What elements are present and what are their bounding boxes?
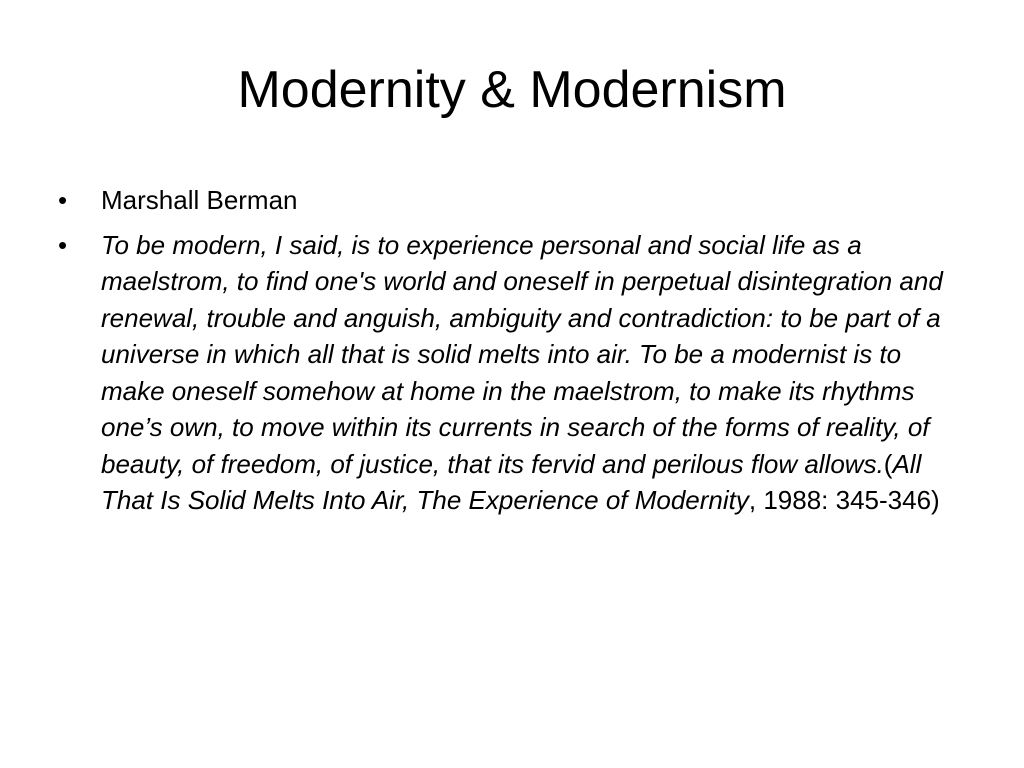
slide-title: Modernity & Modernism	[237, 61, 787, 119]
citation-details: , 1988: 345-346)	[748, 485, 940, 515]
citation-title: All That Is Solid Melts Into Air, The Experience of Modernity	[101, 448, 922, 515]
bullet-icon: •	[58, 229, 68, 260]
citation-open-paren: (	[883, 448, 893, 479]
author-name: Marshall Berman	[101, 185, 298, 215]
quote-text: To be modern, I said, is to experience personal and social life as a maelstrom, to find one's world and oneself in perpetual disintegration and renewal, trouble and anguish, ambiguity and contradiction: to be part of a universe in which all that is solid melts into air. To be a modernist is to make oneself somehow at home in the maelstrom, to make its rhythms one’s own, to move within its currents in search of the forms of reality, of beauty, of freedom, of justice, that its fervid and perilous flow allows.	[101, 229, 943, 479]
bullet-list	[56, 182, 956, 527]
bullet-item-author	[56, 182, 956, 219]
bullet-icon: •	[58, 185, 68, 215]
bullet-item-quote	[56, 227, 956, 519]
